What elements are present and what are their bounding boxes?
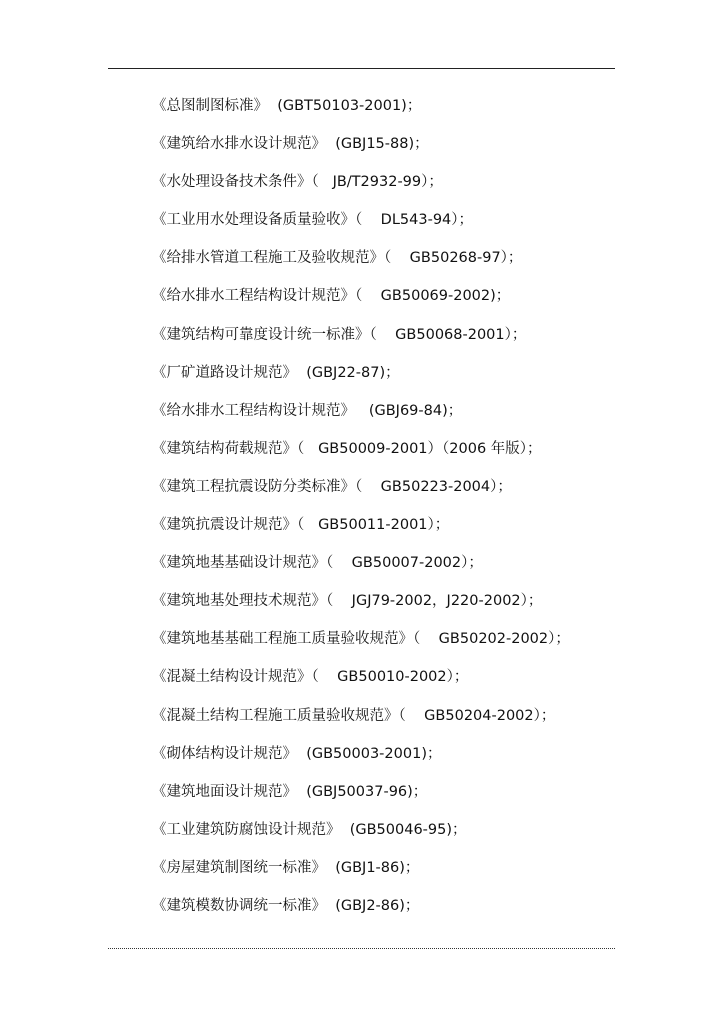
list-item: 《建筑地基基础工程施工质量验收规范》（ GB50202-2002）； bbox=[152, 631, 570, 648]
list-item: 《建筑地基处理技术规范》（ JGJ79-2002，J220-2002）； bbox=[152, 593, 543, 610]
list-item: 《建筑给水排水设计规范》 (GBJ15-88)； bbox=[152, 136, 429, 153]
list-item: 《建筑地面设计规范》 (GBJ50037-96)； bbox=[152, 783, 428, 800]
list-item: 《建筑结构荷载规范》（ GB50009-2001）（2006 年版）； bbox=[152, 440, 542, 457]
list-item: 《建筑抗震设计规范》（ GB50011-2001）； bbox=[152, 517, 450, 534]
footer-rule bbox=[108, 948, 615, 949]
list-item: 《房屋建筑制图统一标准》 (GBJ1-86)； bbox=[152, 859, 420, 876]
list-item: 《总图制图标准》 (GBT50103-2001)； bbox=[152, 98, 422, 114]
list-item: 《混凝土结构设计规范》（ GB50010-2002）； bbox=[152, 669, 469, 686]
standards-list bbox=[152, 93, 570, 931]
list-item: 《建筑模数协调统一标准》 (GBJ2-86)； bbox=[152, 897, 420, 914]
list-item: 《给水排水工程结构设计规范》 (GBJ69-84)； bbox=[152, 402, 463, 419]
list-item: 《建筑地基基础设计规范》（ GB50007-2002）； bbox=[152, 555, 483, 572]
list-item: 《水处理设备技术条件》（ JB/T2932-99）； bbox=[152, 174, 443, 191]
list-item: 《工业用水处理设备质量验收》（ DL543-94）； bbox=[152, 212, 474, 229]
list-item: 《给水排水工程结构设计规范》（ GB50069-2002)； bbox=[152, 288, 511, 305]
list-item: 《给排水管道工程施工及验收规范》（ GB50268-97）； bbox=[152, 250, 523, 267]
list-item: 《建筑工程抗震设防分类标准》（ GB50223-2004）； bbox=[152, 478, 512, 495]
list-item: 《工业建筑防腐蚀设计规范》 (GB50046-95)； bbox=[152, 821, 467, 838]
list-item: 《砌体结构设计规范》 (GB50003-2001)； bbox=[152, 745, 442, 762]
header-rule bbox=[108, 68, 615, 69]
list-item: 《建筑结构可靠度设计统一标准》（ GB50068-2001）； bbox=[152, 326, 527, 343]
list-item: 《混凝土结构工程施工质量验收规范》（ GB50204-2002）； bbox=[152, 707, 556, 724]
list-item: 《厂矿道路设计规范》 (GBJ22-87)； bbox=[152, 364, 400, 381]
